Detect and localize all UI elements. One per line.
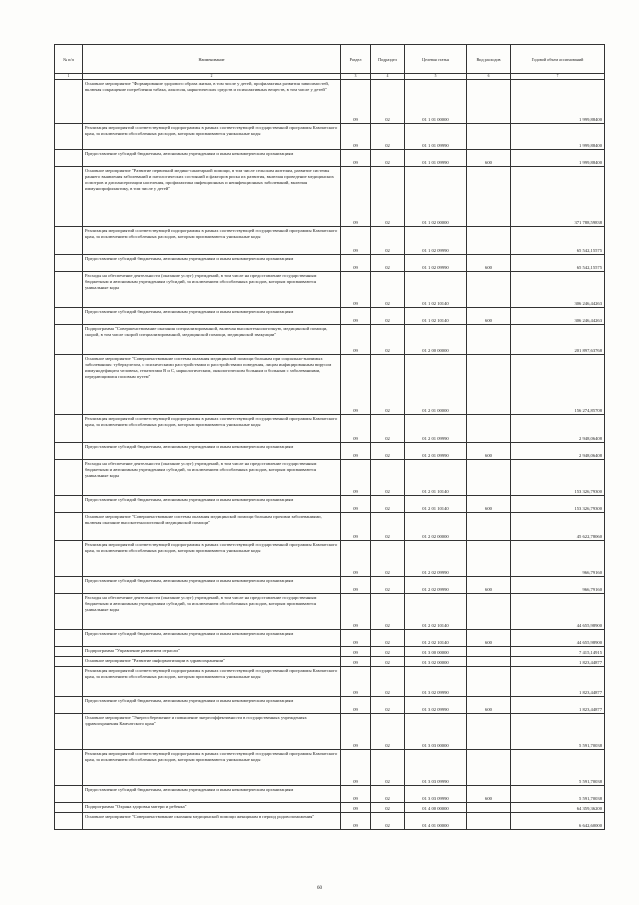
col-number: 1 — [55, 74, 83, 80]
row-name-cell: Предоставление субсидий бюджетным, автономным учреждениям и иным некоммерческим организациям — [83, 786, 341, 803]
row-razdel-cell: 09 — [341, 647, 371, 657]
row-vr-cell: 600 — [467, 443, 511, 460]
row-sum-cell: 1 823,44877 — [511, 657, 605, 667]
row-razdel-cell: 09 — [341, 124, 371, 150]
row-vr-cell — [467, 460, 511, 496]
row-sum-cell: 1 823,44877 — [511, 697, 605, 714]
table-row — [55, 415, 605, 443]
row-podrazdel-cell: 02 — [371, 443, 405, 460]
row-vr-cell — [467, 541, 511, 577]
page-number: 60 — [317, 886, 322, 891]
row-razdel-cell: 09 — [341, 657, 371, 667]
row-index-cell — [55, 667, 83, 697]
row-index-cell — [55, 124, 83, 150]
row-csr-cell: 01 2 02 00000 — [405, 513, 467, 541]
row-vr-cell — [467, 80, 511, 124]
row-name-cell: Реализация мероприятий соответствующей подпрограммы в рамках соответствующей государственной программы Камчатского края, за исключением обособленных расходов, которым присваиваются уникальные коды — [83, 227, 341, 255]
budget-table — [54, 44, 605, 830]
row-csr-cell: 01 1 02 09990 — [405, 255, 467, 272]
row-index-cell — [55, 415, 83, 443]
row-vr-cell: 600 — [467, 255, 511, 272]
col-podrazdel-header: Подраздел — [371, 45, 405, 74]
row-razdel-cell: 09 — [341, 167, 371, 227]
row-name-cell: Реализация мероприятий соответствующей подпрограммы в рамках соответствующей государственной программы Камчатского края, за исключением обособленных расходов, которым присваиваются уникальные коды — [83, 124, 341, 150]
row-razdel-cell: 09 — [341, 496, 371, 513]
table-row — [55, 443, 605, 460]
row-csr-cell: 01 1 02 09990 — [405, 227, 467, 255]
row-index-cell — [55, 750, 83, 786]
row-vr-cell — [467, 272, 511, 308]
table-row — [55, 630, 605, 647]
row-csr-cell: 01 1 02 00000 — [405, 167, 467, 227]
row-index-cell — [55, 541, 83, 577]
row-podrazdel-cell: 02 — [371, 786, 405, 803]
table-row — [55, 803, 605, 813]
row-sum-cell: 5 591,70038 — [511, 714, 605, 750]
row-name-cell: Реализация мероприятий соответствующей подпрограммы в рамках соответствующей государственной программы Камчатского края, за исключением обособленных расходов, которым присваиваются уникальные коды — [83, 415, 341, 443]
row-csr-cell: 01 3 02 09990 — [405, 667, 467, 697]
row-index-cell — [55, 460, 83, 496]
row-csr-cell: 01 2 02 09990 — [405, 577, 467, 594]
row-sum-cell: 1 999,88400 — [511, 124, 605, 150]
row-name-cell: Основное мероприятие "Совершенствование системы оказания медицинской помощи больным при социально-значимых заболеваниях: туберкулезом, с психическими расстройствами и расстройствами поведения, лицам инфицированным вирусом иммунодефицита человека, гепатитами В и С, наркологическим, онкологическим больным и больным с заболеваниями, передающимися половым путем" — [83, 355, 341, 415]
row-razdel-cell: 09 — [341, 443, 371, 460]
row-sum-cell: 2 948,06408 — [511, 443, 605, 460]
row-razdel-cell: 09 — [341, 594, 371, 630]
row-razdel-cell: 09 — [341, 750, 371, 786]
row-csr-cell: 01 4 00 00000 — [405, 803, 467, 813]
row-podrazdel-cell: 02 — [371, 255, 405, 272]
table-row — [55, 813, 605, 830]
row-index-cell — [55, 577, 83, 594]
row-vr-cell — [467, 667, 511, 697]
row-sum-cell: 65 542,15575 — [511, 227, 605, 255]
row-podrazdel-cell: 02 — [371, 496, 405, 513]
row-sum-cell: 306 246,44263 — [511, 308, 605, 325]
row-csr-cell: 01 2 01 09990 — [405, 415, 467, 443]
row-podrazdel-cell: 02 — [371, 80, 405, 124]
row-csr-cell: 01 1 01 09990 — [405, 150, 467, 167]
row-razdel-cell: 09 — [341, 272, 371, 308]
row-vr-cell — [467, 750, 511, 786]
row-podrazdel-cell: 02 — [371, 227, 405, 255]
row-csr-cell: 01 3 03 00000 — [405, 714, 467, 750]
table-row — [55, 667, 605, 697]
row-index-cell — [55, 496, 83, 513]
row-razdel-cell: 09 — [341, 460, 371, 496]
row-razdel-cell: 09 — [341, 415, 371, 443]
row-podrazdel-cell: 02 — [371, 415, 405, 443]
row-name-cell: Предоставление субсидий бюджетным, автономным учреждениям и иным некоммерческим организациям — [83, 630, 341, 647]
row-index-cell — [55, 167, 83, 227]
row-csr-cell: 01 2 01 09990 — [405, 443, 467, 460]
table-row — [55, 167, 605, 227]
col-number: 5 — [405, 74, 467, 80]
row-sum-cell: 306 246,44263 — [511, 272, 605, 308]
row-csr-cell: 01 2 02 10140 — [405, 594, 467, 630]
row-csr-cell: 01 1 01 00000 — [405, 80, 467, 124]
col-num-header: № п/п — [55, 45, 83, 74]
row-name-cell: Реализация мероприятий соответствующей подпрограммы в рамках соответствующей государственной программы Камчатского края, за исключением обособленных расходов, которым присваиваются уникальные коды — [83, 667, 341, 697]
row-podrazdel-cell: 02 — [371, 272, 405, 308]
col-number: 7 — [511, 74, 605, 80]
row-csr-cell: 01 3 02 00000 — [405, 657, 467, 667]
row-vr-cell — [467, 714, 511, 750]
row-name-cell: Основное мероприятие "Совершенствование оказания медицинской помощи женщинам в период родовспоможения" — [83, 813, 341, 830]
row-name-cell: Подпрограмма "Охрана здоровья матери и ребенка" — [83, 803, 341, 813]
row-razdel-cell: 09 — [341, 813, 371, 830]
table-row — [55, 255, 605, 272]
row-csr-cell: 01 3 03 09990 — [405, 786, 467, 803]
col-razdel-header: Раздел — [341, 45, 371, 74]
col-vr-header: Вид расходов — [467, 45, 511, 74]
row-vr-cell — [467, 415, 511, 443]
row-vr-cell: 600 — [467, 786, 511, 803]
row-name-cell: Реализация мероприятий соответствующей подпрограммы в рамках соответствующей государственной программы Камчатского края, за исключением обособленных расходов, которым присваиваются уникальные коды — [83, 750, 341, 786]
row-sum-cell: 966,79160 — [511, 541, 605, 577]
row-razdel-cell: 09 — [341, 714, 371, 750]
row-podrazdel-cell: 02 — [371, 541, 405, 577]
row-name-cell: Предоставление субсидий бюджетным, автономным учреждениям и иным некоммерческим организациям — [83, 697, 341, 714]
row-vr-cell: 600 — [467, 150, 511, 167]
row-podrazdel-cell: 02 — [371, 594, 405, 630]
table-row — [55, 308, 605, 325]
row-index-cell — [55, 594, 83, 630]
col-csr-header: Целевая статья — [405, 45, 467, 74]
row-razdel-cell: 09 — [341, 355, 371, 415]
row-csr-cell: 01 2 02 09990 — [405, 541, 467, 577]
row-podrazdel-cell: 02 — [371, 714, 405, 750]
table-row — [55, 150, 605, 167]
table-row — [55, 750, 605, 786]
row-sum-cell: 153 326,79300 — [511, 460, 605, 496]
row-sum-cell: 966,79160 — [511, 577, 605, 594]
col-number: 6 — [467, 74, 511, 80]
row-podrazdel-cell: 02 — [371, 630, 405, 647]
row-sum-cell: 64 359,36200 — [511, 803, 605, 813]
row-podrazdel-cell: 02 — [371, 325, 405, 355]
row-podrazdel-cell: 02 — [371, 308, 405, 325]
row-razdel-cell: 09 — [341, 630, 371, 647]
row-csr-cell: 01 2 00 00000 — [405, 325, 467, 355]
row-index-cell — [55, 647, 83, 657]
row-index-cell — [55, 697, 83, 714]
row-name-cell: Расходы на обеспечение деятельности (оказание услуг) учреждений, в том числе на предоставление государственным бюджетным и автономным учреждениям субсидий, за исключением обособленных расходов, которым присваиваются уникальные коды — [83, 460, 341, 496]
row-razdel-cell: 09 — [341, 577, 371, 594]
row-name-cell: Предоставление субсидий бюджетным, автономным учреждениям и иным некоммерческим организациям — [83, 496, 341, 513]
row-csr-cell: 01 3 02 09990 — [405, 697, 467, 714]
row-razdel-cell: 09 — [341, 697, 371, 714]
row-vr-cell — [467, 657, 511, 667]
row-podrazdel-cell: 02 — [371, 355, 405, 415]
row-podrazdel-cell: 02 — [371, 513, 405, 541]
row-name-cell: Основное мероприятие "Энергосбережение и повышение энергоэффективности в государственных учреждениях здравоохранения Камчатского края" — [83, 714, 341, 750]
row-sum-cell: 371 788,59838 — [511, 167, 605, 227]
row-sum-cell: 1 999,88400 — [511, 150, 605, 167]
row-index-cell — [55, 272, 83, 308]
row-csr-cell: 01 1 02 10140 — [405, 272, 467, 308]
row-index-cell — [55, 355, 83, 415]
row-sum-cell: 65 542,15575 — [511, 255, 605, 272]
table-row — [55, 786, 605, 803]
table-row — [55, 541, 605, 577]
row-name-cell: Основное мероприятие "Развитие первичной медико-санитарной помощи, в том числе сельским жителям, развитие системы раннего выявления заболеваний и патологических состояний и факторов риска их развития, включая проведение медицинских осмотров и диспансеризации населения, профилактика инфекционных и неинфекционных заболеваний, включая иммунопрофилактику, в том числе у детей" — [83, 167, 341, 227]
row-vr-cell — [467, 594, 511, 630]
row-vr-cell — [467, 647, 511, 657]
row-name-cell: Основное мероприятие "Развитие информатизации в здравоохранении" — [83, 657, 341, 667]
row-sum-cell: 44 655,98900 — [511, 630, 605, 647]
row-csr-cell: 01 3 00 00000 — [405, 647, 467, 657]
row-razdel-cell: 09 — [341, 255, 371, 272]
row-razdel-cell: 09 — [341, 513, 371, 541]
table-row — [55, 697, 605, 714]
row-sum-cell: 5 591,70038 — [511, 786, 605, 803]
row-name-cell: Предоставление субсидий бюджетным, автономным учреждениям и иным некоммерческим организациям — [83, 577, 341, 594]
row-vr-cell — [467, 803, 511, 813]
row-razdel-cell: 09 — [341, 786, 371, 803]
row-vr-cell — [467, 325, 511, 355]
col-number: 2 — [83, 74, 341, 80]
row-podrazdel-cell: 02 — [371, 647, 405, 657]
row-csr-cell: 01 4 01 00000 — [405, 813, 467, 830]
row-index-cell — [55, 657, 83, 667]
row-vr-cell — [467, 227, 511, 255]
row-razdel-cell: 09 — [341, 803, 371, 813]
row-razdel-cell: 09 — [341, 541, 371, 577]
row-csr-cell: 01 1 01 09990 — [405, 124, 467, 150]
col-name-header: Наименование — [83, 45, 341, 74]
row-sum-cell: 6 642,60000 — [511, 813, 605, 830]
row-razdel-cell: 09 — [341, 308, 371, 325]
row-podrazdel-cell: 02 — [371, 667, 405, 697]
table-row — [55, 124, 605, 150]
row-podrazdel-cell: 02 — [371, 750, 405, 786]
table-row — [55, 227, 605, 255]
row-razdel-cell: 09 — [341, 80, 371, 124]
row-index-cell — [55, 227, 83, 255]
row-sum-cell: 5 591,70038 — [511, 750, 605, 786]
row-vr-cell — [467, 124, 511, 150]
row-vr-cell — [467, 513, 511, 541]
row-sum-cell: 156 274,85708 — [511, 355, 605, 415]
row-name-cell: Основное мероприятие "Совершенствование системы оказания медицинской помощи больным прочими заболеваниями, включая оказание высокотехнологичной медицинской помощи" — [83, 513, 341, 541]
row-index-cell — [55, 80, 83, 124]
row-name-cell: Предоставление субсидий бюджетным, автономным учреждениям и иным некоммерческим организациям — [83, 443, 341, 460]
row-sum-cell: 7 415,14915 — [511, 647, 605, 657]
row-name-cell: Расходы на обеспечение деятельности (оказание услуг) учреждений, в том числе на предоставление государственным бюджетным и автономным учреждениям субсидий, за исключением обособленных расходов, которым присваиваются уникальные коды — [83, 594, 341, 630]
row-index-cell — [55, 513, 83, 541]
row-index-cell — [55, 443, 83, 460]
row-sum-cell: 2 948,06408 — [511, 415, 605, 443]
row-podrazdel-cell: 02 — [371, 803, 405, 813]
row-vr-cell: 600 — [467, 496, 511, 513]
row-podrazdel-cell: 02 — [371, 167, 405, 227]
row-sum-cell: 201 897,63768 — [511, 325, 605, 355]
table-row — [55, 355, 605, 415]
row-podrazdel-cell: 02 — [371, 577, 405, 594]
row-sum-cell: 1 823,44877 — [511, 667, 605, 697]
table-row — [55, 460, 605, 496]
row-name-cell: Предоставление субсидий бюджетным, автономным учреждениям и иным некоммерческим организациям — [83, 150, 341, 167]
row-vr-cell: 600 — [467, 308, 511, 325]
row-csr-cell: 01 2 01 10140 — [405, 496, 467, 513]
row-index-cell — [55, 308, 83, 325]
row-name-cell: Реализация мероприятий соответствующей подпрограммы в рамках соответствующей государственной программы Камчатского края, за исключением обособленных расходов, которым присваиваются уникальные коды — [83, 541, 341, 577]
row-podrazdel-cell: 02 — [371, 657, 405, 667]
row-sum-cell: 45 622,78060 — [511, 513, 605, 541]
row-podrazdel-cell: 02 — [371, 813, 405, 830]
row-razdel-cell: 09 — [341, 150, 371, 167]
row-csr-cell: 01 3 03 09990 — [405, 750, 467, 786]
row-name-cell: Предоставление субсидий бюджетным, автономным учреждениям и иным некоммерческим организациям — [83, 255, 341, 272]
row-vr-cell: 600 — [467, 697, 511, 714]
row-vr-cell — [467, 813, 511, 830]
row-razdel-cell: 09 — [341, 227, 371, 255]
row-sum-cell: 1 999,88400 — [511, 80, 605, 124]
table-row — [55, 577, 605, 594]
table-row — [55, 325, 605, 355]
row-razdel-cell: 09 — [341, 667, 371, 697]
row-vr-cell: 600 — [467, 577, 511, 594]
row-name-cell: Подпрограмма "Управление развитием отрасли" — [83, 647, 341, 657]
row-index-cell — [55, 813, 83, 830]
table-row — [55, 714, 605, 750]
table-header-row — [55, 45, 605, 74]
row-name-cell: Предоставление субсидий бюджетным, автономным учреждениям и иным некоммерческим организациям — [83, 308, 341, 325]
table-row — [55, 272, 605, 308]
row-name-cell: Основное мероприятие "Формирование здорового образа жизни, в том числе у детей, профилактика развития зависимостей, включая сокращение потребления табака, алкоголя, наркотических средств и психоактивных веществ, в том числе у детей" — [83, 80, 341, 124]
row-vr-cell — [467, 355, 511, 415]
col-number: 4 — [371, 74, 405, 80]
row-podrazdel-cell: 02 — [371, 124, 405, 150]
row-csr-cell: 01 2 01 10140 — [405, 460, 467, 496]
row-index-cell — [55, 325, 83, 355]
row-name-cell: Расходы на обеспечение деятельности (оказание услуг) учреждений, в том числе на предоставление государственным бюджетным и автономным учреждениям субсидий, за исключением обособленных расходов, которым присваиваются уникальные коды — [83, 272, 341, 308]
table-row — [55, 594, 605, 630]
row-razdel-cell: 09 — [341, 325, 371, 355]
table-row — [55, 657, 605, 667]
col-sum-header: Годовой объем ассигнований — [511, 45, 605, 74]
row-sum-cell: 153 326,79300 — [511, 496, 605, 513]
row-index-cell — [55, 714, 83, 750]
budget-table-sheet — [54, 44, 604, 830]
row-index-cell — [55, 786, 83, 803]
row-podrazdel-cell: 02 — [371, 150, 405, 167]
row-podrazdel-cell: 02 — [371, 460, 405, 496]
row-vr-cell — [467, 167, 511, 227]
row-csr-cell: 01 2 02 10140 — [405, 630, 467, 647]
row-index-cell — [55, 255, 83, 272]
table-row — [55, 647, 605, 657]
row-index-cell — [55, 630, 83, 647]
row-podrazdel-cell: 02 — [371, 697, 405, 714]
row-name-cell: Подпрограмма "Совершенствование оказания специализированной, включая высокотехнологичную, медицинской помощи, скорой, в том числе скорой специализированной, медицинской помощи, медицинской эвакуации" — [83, 325, 341, 355]
table-row — [55, 80, 605, 124]
row-vr-cell: 600 — [467, 630, 511, 647]
row-csr-cell: 01 1 02 10140 — [405, 308, 467, 325]
col-number: 3 — [341, 74, 371, 80]
row-sum-cell: 44 655,98900 — [511, 594, 605, 630]
row-csr-cell: 01 2 01 00000 — [405, 355, 467, 415]
row-index-cell — [55, 803, 83, 813]
table-row — [55, 496, 605, 513]
row-index-cell — [55, 150, 83, 167]
table-row — [55, 513, 605, 541]
